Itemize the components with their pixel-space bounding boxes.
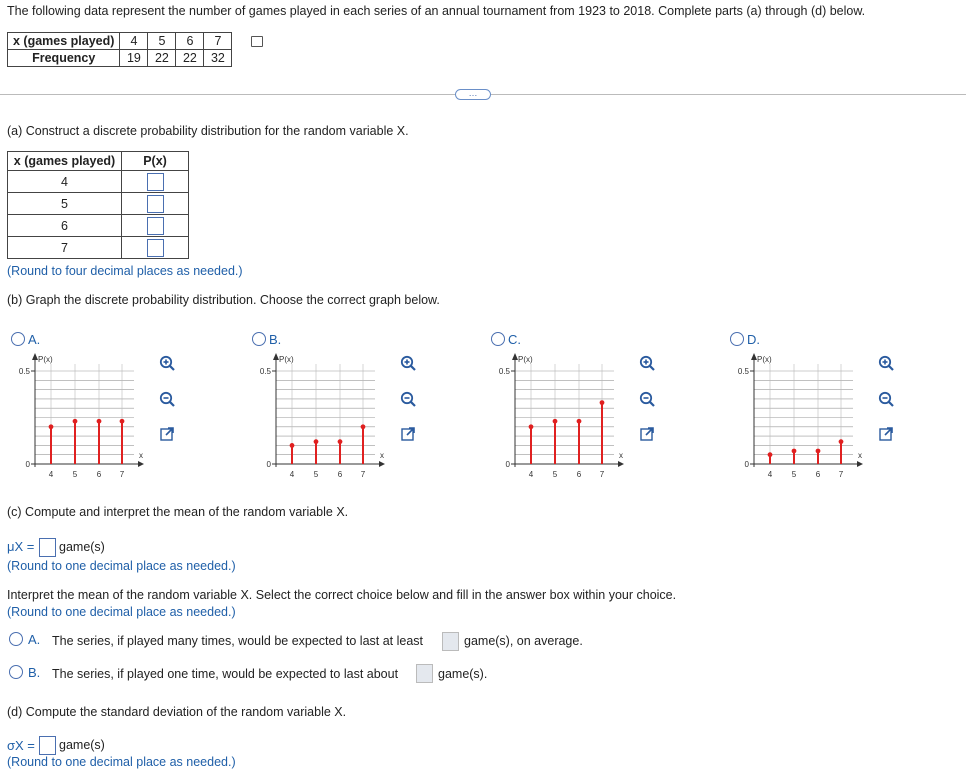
- zoom-in-icon[interactable]: [878, 355, 894, 371]
- y-axis-label: P(x): [38, 355, 53, 364]
- x-axis-label: x: [619, 451, 623, 460]
- choice-b-input[interactable]: [416, 664, 433, 683]
- stem-point: [338, 439, 343, 444]
- intro-text: The following data represent the number of games played in each series of an annual tournament from 1923 to 2018. Complete parts (a) through (d) below.: [7, 4, 866, 18]
- graph-a-plot: [8, 350, 153, 480]
- zoom-out-icon[interactable]: [639, 391, 655, 407]
- part-b-prompt: (b) Graph the discrete probability distribution. Choose the correct graph below.: [7, 293, 440, 307]
- graph-b-plot: [249, 350, 394, 480]
- x-axis-label: x: [380, 451, 384, 460]
- part-d-prompt: (d) Compute the standard deviation of the random variable X.: [7, 705, 347, 719]
- x-tick-label: 5: [313, 470, 319, 479]
- graph-a-letter: A.: [28, 332, 41, 347]
- std-input[interactable]: [39, 736, 56, 755]
- graph-d-radio[interactable]: [730, 332, 744, 346]
- expand-icon[interactable]: [639, 426, 655, 442]
- zoom-in-icon[interactable]: [159, 355, 175, 371]
- x-tick-label: 4: [48, 470, 54, 479]
- y-tick-label: 0: [25, 460, 30, 469]
- stem-point: [792, 449, 797, 454]
- stem-point: [290, 443, 295, 448]
- round-note: (Round to one decimal place as needed.): [7, 605, 236, 619]
- y-axis-label: P(x): [518, 355, 533, 364]
- choice-b-radio[interactable]: [9, 665, 23, 679]
- stem-point: [577, 419, 582, 424]
- p-input[interactable]: [147, 239, 164, 257]
- x-tick-label: 7: [599, 470, 605, 479]
- more-button[interactable]: …: [455, 89, 491, 100]
- p-input[interactable]: [147, 173, 164, 191]
- y-axis-label: P(x): [279, 355, 294, 364]
- choice-a-suffix: game(s), on average.: [464, 634, 583, 648]
- graph-b-radio[interactable]: [252, 332, 266, 346]
- x-tick-label: 4: [767, 470, 773, 479]
- graph-c-radio[interactable]: [491, 332, 505, 346]
- mu-symbol: μX =: [7, 539, 35, 554]
- choice-a-input[interactable]: [442, 632, 459, 651]
- stem-point: [529, 424, 534, 429]
- x-value: 4: [8, 171, 122, 193]
- choice-a-letter: A.: [28, 632, 41, 647]
- mean-input[interactable]: [39, 538, 56, 557]
- stem-point: [73, 419, 78, 424]
- x-axis-arrow: [138, 461, 144, 467]
- frequency-table: [7, 32, 232, 67]
- round-note: (Round to one decimal place as needed.): [7, 559, 236, 573]
- choice-a-text: The series, if played many times, would be expected to last at least: [52, 634, 424, 648]
- round-note: (Round to four decimal places as needed.): [7, 264, 243, 278]
- sigma-symbol: σX =: [7, 738, 35, 753]
- x-axis-label: x: [139, 451, 143, 460]
- y-tick-label: 0: [744, 460, 749, 469]
- frequency-value: 22: [176, 50, 204, 67]
- graph-a-radio[interactable]: [11, 332, 25, 346]
- graph-d-letter: D.: [747, 332, 760, 347]
- x-header: x (games played): [8, 33, 120, 50]
- x-tick-label: 6: [815, 470, 821, 479]
- stem-point: [97, 419, 102, 424]
- interpret-prompt: Interpret the mean of the random variable X. Select the correct choice below and fill in the answer box within your choice.: [7, 588, 677, 602]
- part-a-prompt: (a) Construct a discrete probability distribution for the random variable X.: [7, 124, 409, 138]
- stem-point: [600, 400, 605, 405]
- choice-b-text: The series, if played one time, would be expected to last about: [52, 667, 399, 681]
- stem-point: [839, 439, 844, 444]
- x-tick-label: 5: [791, 470, 797, 479]
- x-tick-label: 5: [552, 470, 558, 479]
- unit-label: game(s): [59, 540, 105, 554]
- x-tick-label: 6: [576, 470, 582, 479]
- frequency-value: 19: [120, 50, 148, 67]
- x-value: 6: [176, 33, 204, 50]
- x-header: x (games played): [8, 152, 122, 171]
- x-axis-label: x: [858, 451, 862, 460]
- stem-point: [768, 452, 773, 457]
- frequency-value: 22: [148, 50, 176, 67]
- x-tick-label: 4: [289, 470, 295, 479]
- stem-point: [553, 419, 558, 424]
- expand-icon[interactable]: [159, 426, 175, 442]
- probability-table: [7, 151, 189, 259]
- stem-point: [120, 419, 125, 424]
- y-tick-label: 0: [505, 460, 510, 469]
- x-tick-label: 7: [119, 470, 125, 479]
- y-tick-label: 0.5: [498, 367, 510, 376]
- x-value: 6: [8, 215, 122, 237]
- x-tick-label: 4: [528, 470, 534, 479]
- x-tick-label: 5: [72, 470, 78, 479]
- zoom-out-icon[interactable]: [159, 391, 175, 407]
- x-tick-label: 7: [838, 470, 844, 479]
- x-value: 4: [120, 33, 148, 50]
- graph-b-letter: B.: [269, 332, 282, 347]
- x-axis-arrow: [379, 461, 385, 467]
- graph-c-letter: C.: [508, 332, 521, 347]
- frequency-header: Frequency: [8, 50, 120, 67]
- y-tick-label: 0.5: [259, 367, 271, 376]
- round-note: (Round to one decimal place as needed.): [7, 755, 236, 769]
- y-axis-label: P(x): [757, 355, 772, 364]
- x-value: 5: [8, 193, 122, 215]
- p-input[interactable]: [147, 217, 164, 235]
- expand-icon[interactable]: [400, 426, 416, 442]
- p-input[interactable]: [147, 195, 164, 213]
- x-tick-label: 7: [360, 470, 366, 479]
- y-tick-label: 0.5: [18, 367, 30, 376]
- frequency-value: 32: [204, 50, 232, 67]
- x-axis-arrow: [618, 461, 624, 467]
- stem-point: [816, 449, 821, 454]
- p-header: P(x): [122, 152, 189, 171]
- zoom-in-icon[interactable]: [639, 355, 655, 371]
- x-value: 7: [8, 237, 122, 259]
- choice-a-radio[interactable]: [9, 632, 23, 646]
- graph-c-plot: [488, 350, 633, 480]
- unit-label: game(s): [59, 738, 105, 752]
- x-axis-arrow: [857, 461, 863, 467]
- zoom-in-icon[interactable]: [400, 355, 416, 371]
- stem-point: [361, 424, 366, 429]
- copy-icon[interactable]: [251, 36, 263, 47]
- zoom-out-icon[interactable]: [878, 391, 894, 407]
- stem-point: [314, 439, 319, 444]
- expand-icon[interactable]: [878, 426, 894, 442]
- x-value: 7: [204, 33, 232, 50]
- part-c-prompt: (c) Compute and interpret the mean of the random variable X.: [7, 505, 349, 519]
- x-tick-label: 6: [337, 470, 343, 479]
- x-tick-label: 6: [96, 470, 102, 479]
- x-value: 5: [148, 33, 176, 50]
- y-tick-label: 0.5: [737, 367, 749, 376]
- y-tick-label: 0: [266, 460, 271, 469]
- choice-b-suffix: game(s).: [438, 667, 488, 681]
- stem-point: [49, 424, 54, 429]
- zoom-out-icon[interactable]: [400, 391, 416, 407]
- graph-d-plot: [727, 350, 872, 480]
- choice-b-letter: B.: [28, 665, 41, 680]
